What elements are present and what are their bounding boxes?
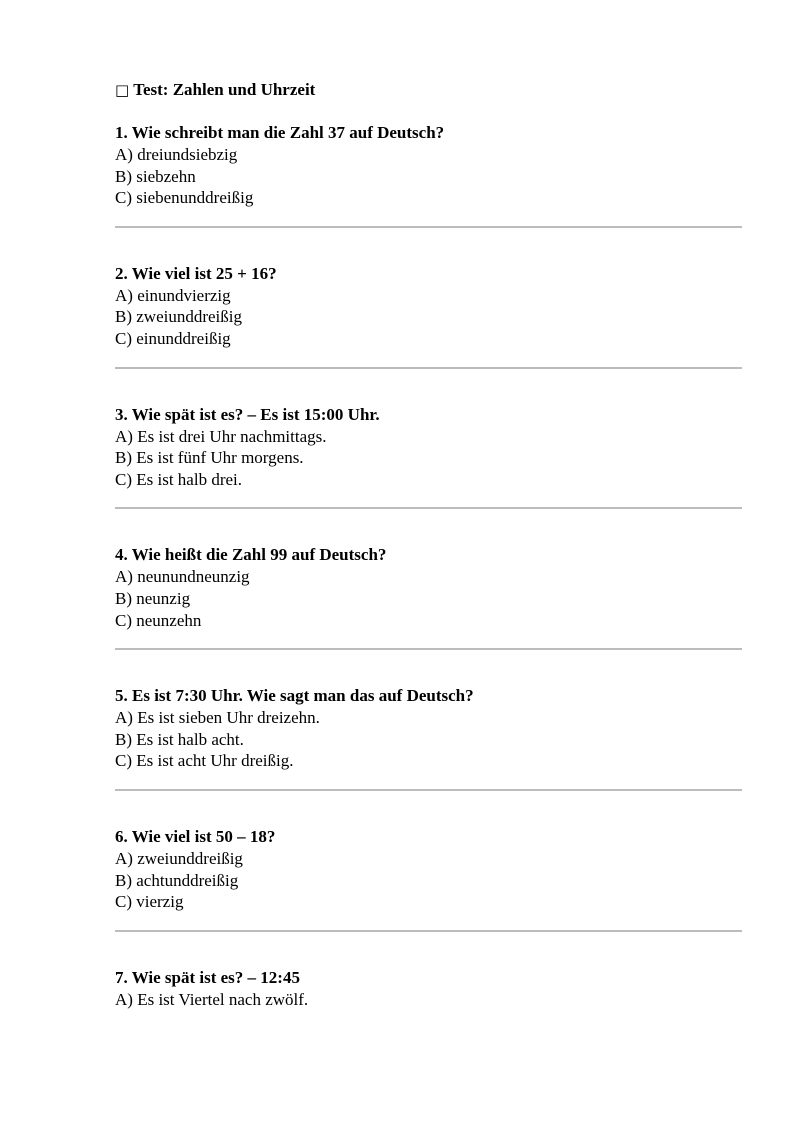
answer-option-b: B) Es ist halb acht. [115, 729, 244, 749]
document-page [115, 80, 742, 1010]
answer-option-c: C) neunzehn [115, 610, 202, 630]
divider [115, 789, 742, 791]
divider [115, 226, 742, 228]
question-text: 3. Wie spät ist es? – Es ist 15:00 Uhr. [115, 404, 380, 424]
answer-option-b: B) Es ist fünf Uhr morgens. [115, 448, 304, 468]
question-5 [115, 685, 742, 772]
answer-option-a: A) Es ist drei Uhr nachmittags. [115, 426, 327, 446]
question-text: 6. Wie viel ist 50 – 18? [115, 826, 276, 846]
divider [115, 930, 742, 932]
answer-option-c: C) Es ist acht Uhr dreißig. [115, 751, 294, 771]
answer-option-b: B) siebzehn [115, 166, 196, 186]
answer-option-a: A) einundvierzig [115, 285, 231, 305]
answer-option-a: A) dreiundsiebzig [115, 145, 238, 164]
divider [115, 367, 742, 369]
answer-option-a: A) Es ist sieben Uhr dreizehn. [115, 708, 320, 728]
question-6 [115, 826, 742, 913]
question-4 [115, 544, 742, 631]
question-1 [115, 122, 742, 209]
title-box-icon: □ [115, 81, 130, 99]
question-text: 1. Wie schreibt man die Zahl 37 auf Deutsch? [115, 123, 445, 142]
answer-option-c: C) siebenunddreißig [115, 188, 254, 208]
question-3 [115, 404, 742, 491]
answer-option-c: C) einunddreißig [115, 328, 231, 348]
answer-option-a: A) Es ist Viertel nach zwölf. [115, 989, 309, 1009]
answer-option-b: B) neunzig [115, 588, 191, 608]
answer-option-b: B) zweiunddreißig [115, 307, 242, 327]
document-title-text: Test: Zahlen und Uhrzeit [133, 80, 316, 99]
question-text: 7. Wie spät ist es? – 12:45 [115, 967, 300, 987]
answer-option-a: A) zweiunddreißig [115, 848, 243, 868]
question-text: 4. Wie heißt die Zahl 99 auf Deutsch? [115, 545, 387, 565]
answer-option-b: B) achtunddreißig [115, 870, 239, 890]
answer-option-c: C) Es ist halb drei. [115, 469, 243, 489]
answer-option-c: C) vierzig [115, 892, 184, 912]
divider [115, 648, 742, 650]
question-text: 2. Wie viel ist 25 + 16? [115, 263, 277, 283]
question-text: 5. Es ist 7:30 Uhr. Wie sagt man das auf Deutsch? [115, 686, 474, 706]
question-2 [115, 263, 742, 350]
divider [115, 507, 742, 509]
answer-option-a: A) neunundneunzig [115, 567, 250, 587]
document-title [115, 80, 742, 100]
question-7 [115, 967, 742, 1011]
